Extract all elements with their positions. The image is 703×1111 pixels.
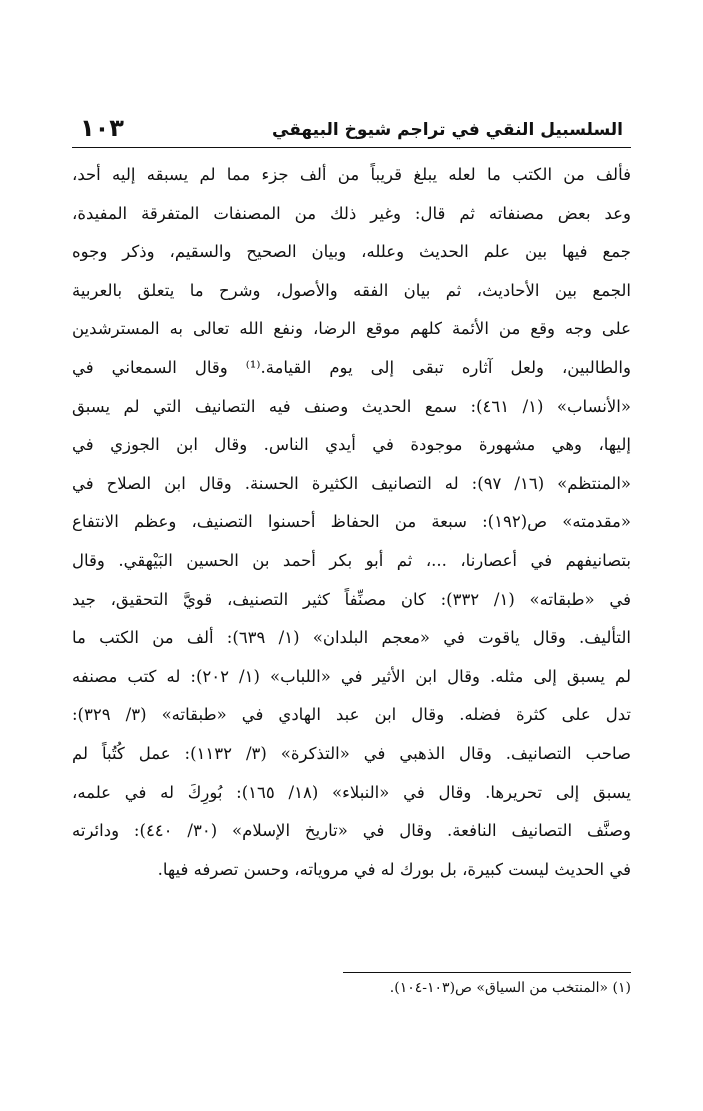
body-line: وصنَّف التصانيف النافعة. وقال في «تاريخ الإسلام» (٣٠/ ٤٤٠): ودائرته [72,821,631,841]
body-line: جمع فيها بين علم الحديث وعلله، وبيان الصحيح والسقيم، وذكر وجوه [72,242,631,262]
body-line: «الأنساب» (١/ ٤٦١): سمع الحديث وصنف فيه التصانيف التي لم يسبق [72,396,631,416]
body-line: «المنتظم» (١٦/ ٩٧): له التصانيف الكثيرة الحسنة. وقال ابن الصلاح في [72,473,631,493]
running-header [80,108,623,144]
body-line: على وجه وقع من الأئمة كلهم موقع الرضا، ونفع الله تعالى به المسترشدين [72,319,631,339]
footnote-divider [343,972,631,973]
page-number: ١٠٣ [80,114,124,142]
body-line: تدل على كثرة فضله. وقال ابن عبد الهادي في «طبقاته» (٣/ ٣٢٩): [72,705,631,725]
body-text [72,156,631,889]
header-divider [72,147,631,148]
footnote: (١) «المنتخب من السياق» ص(١٠٣-١٠٤). [389,980,631,996]
body-line: صاحب التصانيف. وقال الذهبي في «التذكرة» (٣/ ١١٣٢): عمل كُتُباً لم [72,743,631,763]
body-line: والطالبين، ولعل آثاره تبقى إلى يوم القيامة.⁽¹⁾ وقال السمعاني في [72,357,631,377]
body-line: وعد بعض مصنفاته ثم قال: وغير ذلك من المصنفات المتفرقة المفيدة، [72,203,631,223]
body-line: الجمع بين الأحاديث، ثم بيان الفقه والأصول، وشرح ما يتعلق بالعربية [72,280,631,300]
body-line: يسبق إلى تحريرها. وقال في «النبلاء» (١٨/ ١٦٥): بُورِكَ له في علمه، [72,782,631,802]
running-header-title: السلسبيل النقي في تراجم شيوخ البيهقي [272,120,623,140]
body-line: إليها، وهي مشهورة موجودة في أيدي الناس. وقال ابن الجوزي في [72,435,631,455]
body-line: التأليف. وقال ياقوت في «معجم البلدان» (١/ ٦٣٩): ألف من الكتب ما [72,628,631,648]
body-line: فألف من الكتب ما لعله يبلغ قريباً من ألف جزء مما لم يسبقه إليه أحد، [72,165,631,184]
body-line: «مقدمته» ص(١٩٢): سبعة من الحفاظ أحسنوا التصنيف، وعظم الانتفاع [72,512,631,532]
body-line: في «طبقاته» (١/ ٣٣٢): كان مصنِّفاً كثير التصنيف، قويَّ التحقيق، جيد [72,589,631,609]
body-line: بتصانيفهم في أعصارنا، ...، ثم أبو بكر أحمد بن الحسين البَيْهقي. وقال [72,550,631,570]
body-line: لم يسبق إلى مثله. وقال ابن الأثير في «اللباب» (١/ ٢٠٢): له كتب مصنفه [72,666,631,686]
body-line: في الحديث ليست كبيرة، بل بورك له في مروياته، وحسن تصرفه فيها. [157,859,631,879]
